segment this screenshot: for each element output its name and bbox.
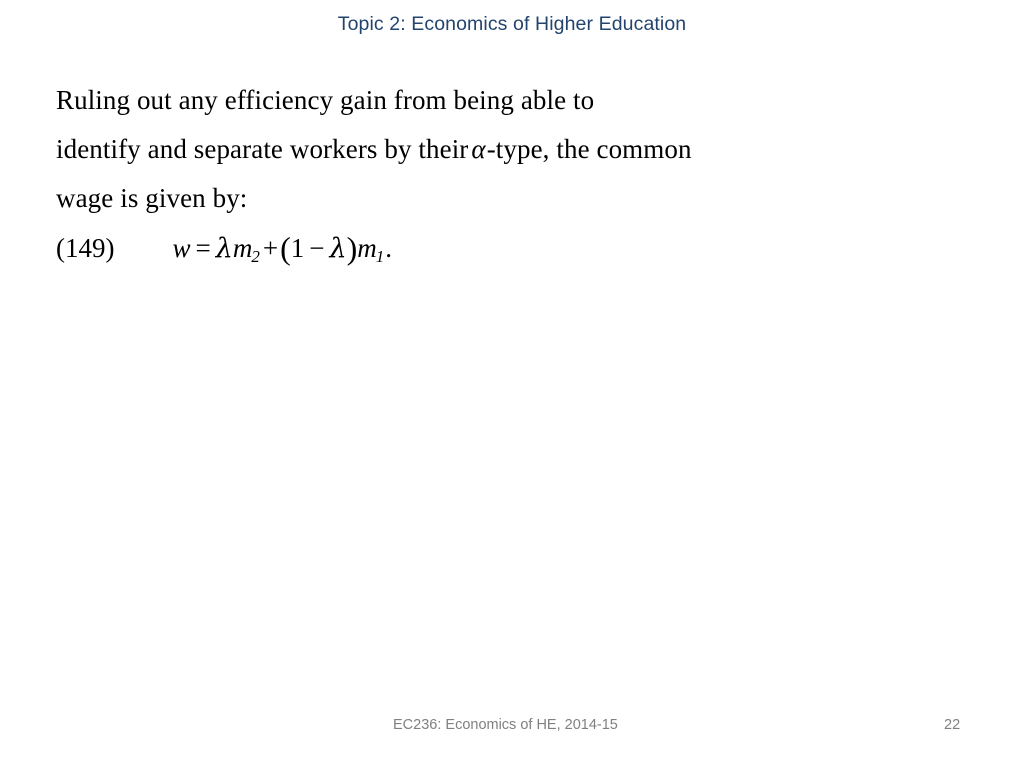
equation-plus: + [262, 233, 279, 263]
equation-m-first-subscript: 2 [251, 247, 260, 266]
body-line-2-suffix: -type, the common [486, 134, 692, 164]
body-line-2-prefix: identify and separate workers by their [56, 134, 469, 164]
alpha-symbol: α [471, 134, 486, 164]
equation-m-second: m [357, 233, 377, 263]
equation-minus: − [309, 233, 325, 263]
equation-149 [56, 226, 392, 272]
body-line-2 [56, 125, 916, 174]
equation-lambda-1: λ [215, 233, 233, 264]
equation-number: (149) [56, 233, 115, 263]
body-text-block [56, 76, 916, 223]
equation-paren-close: ) [346, 230, 358, 266]
equation-one: 1 [290, 233, 305, 263]
footer-page-number: 22 [944, 717, 961, 733]
equation-lhs-w: w [172, 233, 191, 263]
equation-equals: = [195, 233, 211, 263]
footer-course-note: EC236: Economics of HE, 2014-15 [393, 717, 618, 733]
page-title: Topic 2: Economics of Higher Education [337, 13, 687, 35]
equation-period: . [385, 233, 393, 263]
body-line-3: wage is given by: [56, 183, 248, 213]
equation-m-second-subscript: 1 [375, 247, 385, 266]
body-line-1: Ruling out any efficiency gain from being able to [56, 85, 595, 115]
equation-paren-open: ( [280, 230, 291, 266]
equation-lambda-2: λ [329, 233, 347, 264]
equation-m-first: m [232, 233, 253, 263]
equation-expression [172, 226, 392, 272]
